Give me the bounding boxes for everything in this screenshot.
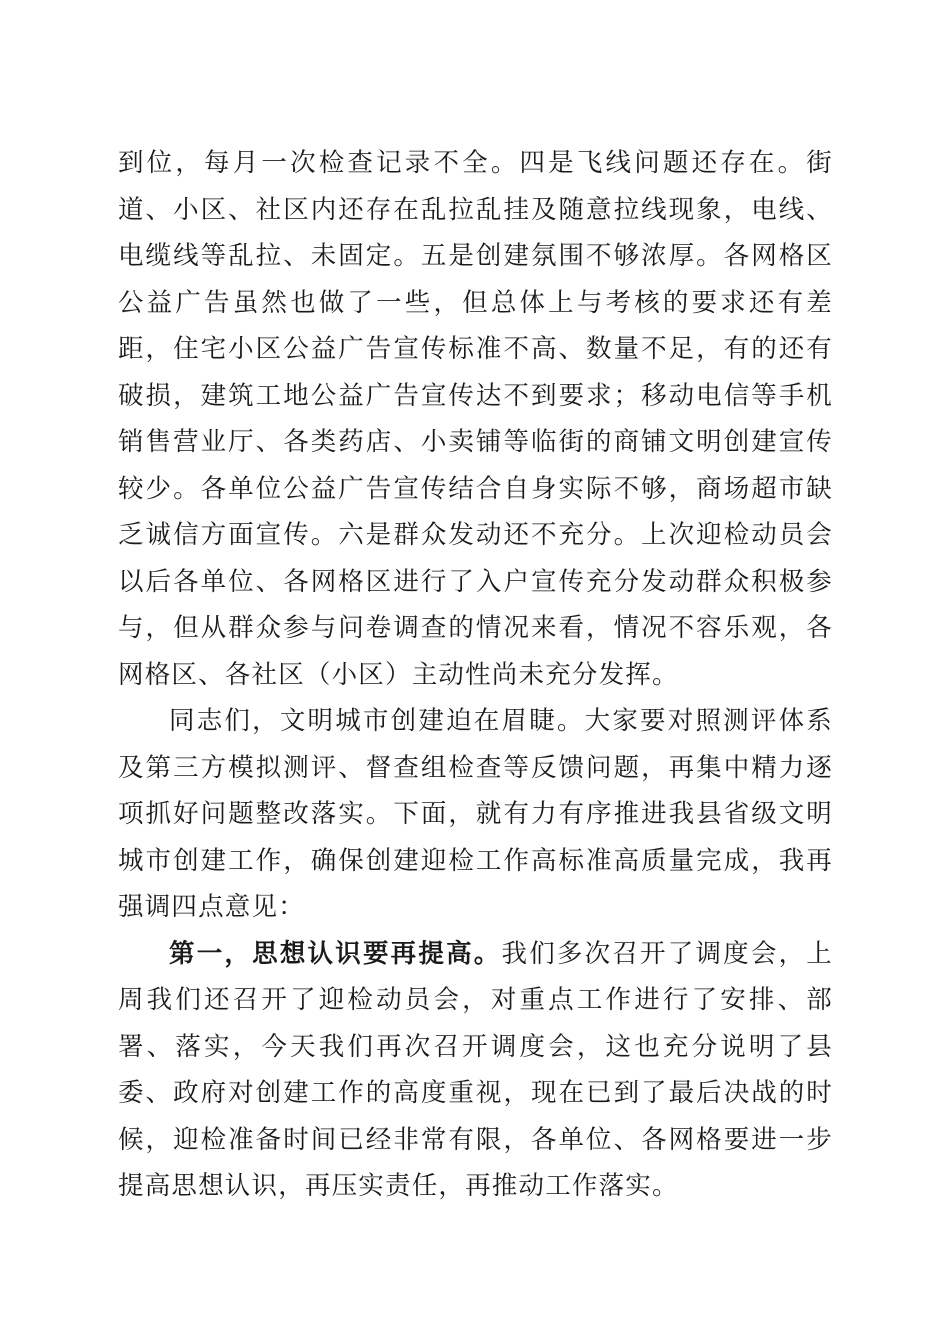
paragraph-comrades: 同志们，文明城市创建迫在眉睫。大家要对照测评体系及第三方模拟测评、督查组检查等反馈问题，再集中精力逐项抓好问题整改落实。下面，就有力有序推进我县省级文明城市创建工作，确保创建迎检工作高标准高质量完成，我再强调四点意见： <box>118 706 833 922</box>
first-point-heading: 第一，思想认识要再提高。 <box>169 938 502 969</box>
document-body <box>118 140 833 1210</box>
first-point-body: 我们多次召开了调度会，上周我们还召开了迎检动员会，对重点工作进行了安排、部署、落实，今天我们再次召开调度会，这也充分说明了县委、政府对创建工作的高度重视，现在已到了最后决战的时候，迎检准备时间已经非常有限，各单位、各网格要进一步提高思想认识，再压实责任，再推动工作落实。 <box>118 938 833 1201</box>
paragraph-first-point <box>118 931 833 1210</box>
paragraph-continued: 到位，每月一次检查记录不全。四是飞线问题还存在。街道、小区、社区内还存在乱拉乱挂及随意拉线现象，电线、电缆线等乱拉、未固定。五是创建氛围不够浓厚。各网格区公益广告虽然也做了一些，但总体上与考核的要求还有差距，住宅小区公益广告宣传标准不高、数量不足，有的还有破损，建筑工地公益广告宣传达不到要求；移动电信等手机销售营业厅、各类药店、小卖铺等临街的商铺文明创建宣传较少。各单位公益广告宣传结合自身实际不够，商场超市缺乏诚信方面宣传。六是群众发动还不充分。上次迎检动员会以后各单位、各网格区进行了入户宣传充分发动群众积极参与，但从群众参与问卷调查的情况来看，情况不容乐观，各网格区、各社区（小区）主动性尚未充分发挥。 <box>118 148 833 690</box>
